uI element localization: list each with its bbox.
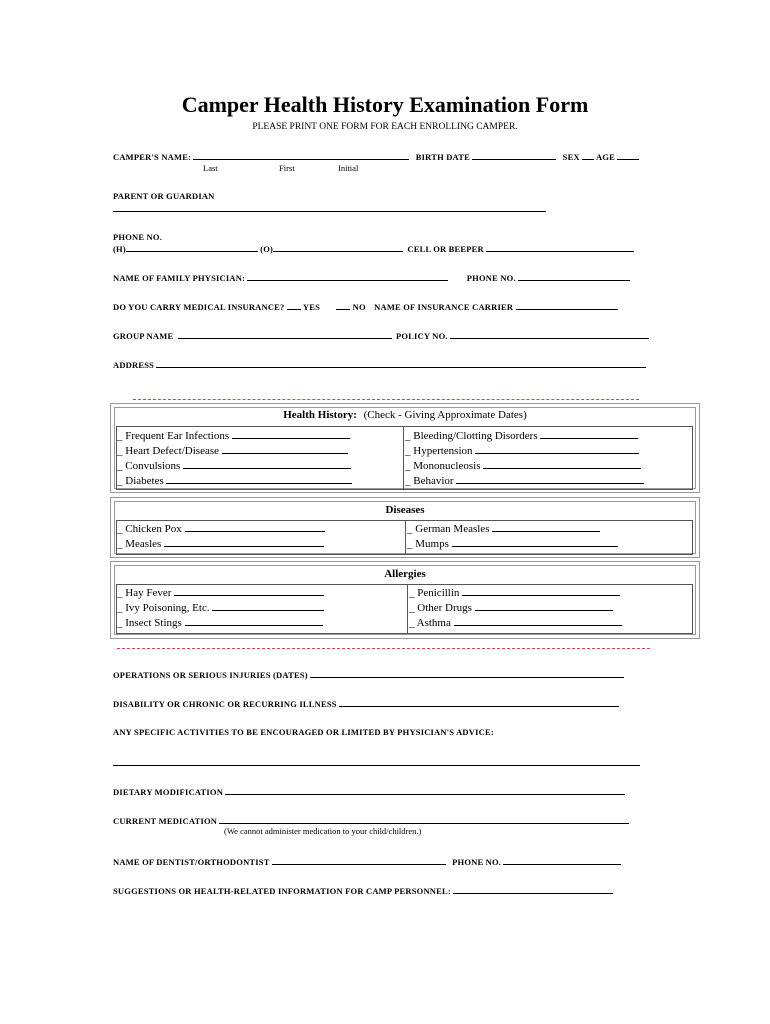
group-policy-row <box>113 330 649 341</box>
sex-label: SEX <box>562 152 580 162</box>
health-history-note: (Check - Giving Approximate Dates) <box>363 409 527 421</box>
birth-date-label: BIRTH DATE <box>415 152 470 162</box>
dietary-field[interactable] <box>225 786 625 795</box>
operations-label: OPERATIONS OR SERIOUS INJURIES (DATES) <box>113 670 308 680</box>
cell-beeper-label: CELL OR BEEPER <box>407 244 484 254</box>
operations-field[interactable] <box>310 669 624 678</box>
allergy-item-penicillin[interactable]: _ Penicillin <box>409 586 620 599</box>
campers-name-row <box>113 151 639 162</box>
phone-office-field[interactable] <box>273 243 403 252</box>
name-first-caption: First <box>279 163 295 173</box>
top-divider <box>133 399 639 400</box>
physician-phone-field[interactable] <box>518 272 630 281</box>
physician-phone-label: PHONE NO. <box>466 273 516 283</box>
disease-item-chicken-pox[interactable]: _ Chicken Pox <box>117 522 325 535</box>
hh-item-bleeding[interactable]: _ Bleeding/Clotting Disorders <box>405 429 638 442</box>
disability-field[interactable] <box>339 698 619 707</box>
insurance-question: DO YOU CARRY MEDICAL INSURANCE? <box>113 302 285 312</box>
health-history-section <box>110 403 700 493</box>
activities-field[interactable] <box>113 765 640 766</box>
disease-item-german-measles[interactable]: _ German Measles <box>407 522 600 535</box>
insurance-yes-field[interactable] <box>287 301 301 310</box>
insurance-row <box>113 301 618 312</box>
bottom-divider <box>117 648 650 649</box>
health-history-title: Health History: <box>283 409 357 421</box>
age-label: AGE <box>595 152 616 162</box>
hh-item-convulsions[interactable]: _ Convulsions <box>117 459 351 472</box>
allergy-item-insect[interactable]: _ Insect Stings <box>117 616 323 629</box>
form-title: Camper Health History Examination Form <box>181 92 589 117</box>
diseases-title: Diseases <box>385 504 425 516</box>
group-name-field[interactable] <box>178 330 392 339</box>
medication-row <box>113 815 629 826</box>
hh-item-diabetes[interactable]: _ Diabetes <box>117 474 352 487</box>
dentist-label: NAME OF DENTIST/ORTHODONTIST <box>113 857 270 867</box>
physician-row <box>113 272 630 283</box>
parent-guardian-field[interactable] <box>113 211 546 212</box>
phone-label: PHONE NO. <box>113 232 163 242</box>
disability-row <box>113 698 619 709</box>
parent-guardian-label: PARENT OR GUARDIAN <box>113 191 215 201</box>
disease-item-measles[interactable]: _ Measles <box>117 537 324 550</box>
allergy-item-hay-fever[interactable]: _ Hay Fever <box>117 586 324 599</box>
cell-beeper-field[interactable] <box>486 243 634 252</box>
hh-item-heart[interactable]: _ Heart Defect/Disease <box>117 444 348 457</box>
medication-note: (We cannot administer medication to your child/children.) <box>224 826 422 836</box>
suggestions-label: SUGGESTIONS OR HEALTH-RELATED INFORMATION FOR CAMP PERSONNEL: <box>113 886 451 896</box>
campers-name-field[interactable] <box>193 151 409 160</box>
phone-home-label: (H) <box>113 244 126 254</box>
dentist-row <box>113 856 621 867</box>
hh-item-hypertension[interactable]: _ Hypertension <box>405 444 639 457</box>
insurance-no-label: NO <box>352 302 366 312</box>
physician-label: NAME OF FAMILY PHYSICIAN: <box>113 273 246 283</box>
name-initial-caption: Initial <box>338 163 359 173</box>
insurance-yes-label: YES <box>302 302 320 312</box>
health-history-heading <box>111 409 699 421</box>
diseases-section <box>110 497 700 558</box>
age-field[interactable] <box>617 151 639 160</box>
dentist-phone-field[interactable] <box>503 856 621 865</box>
dentist-phone-label: PHONE NO. <box>452 857 502 867</box>
address-label: ADDRESS <box>113 360 155 370</box>
policy-no-field[interactable] <box>450 330 649 339</box>
physician-field[interactable] <box>247 272 448 281</box>
hh-item-behavior[interactable]: _ Behavior <box>405 474 644 487</box>
address-row <box>113 359 646 370</box>
insurance-carrier-label: NAME OF INSURANCE CARRIER <box>374 302 514 312</box>
allergy-item-asthma[interactable]: _ Asthma <box>409 616 622 629</box>
sex-field[interactable] <box>582 151 594 160</box>
insurance-carrier-field[interactable] <box>516 301 618 310</box>
phone-office-label: (O) <box>260 244 274 254</box>
medication-field[interactable] <box>219 815 629 824</box>
allergy-item-ivy[interactable]: _ Ivy Poisoning, Etc. <box>117 601 324 614</box>
name-last-caption: Last <box>203 163 218 173</box>
allergy-item-other-drugs[interactable]: _ Other Drugs <box>409 601 613 614</box>
insurance-no-field[interactable] <box>336 301 350 310</box>
form-subtitle: PLEASE PRINT ONE FORM FOR EACH ENROLLING CAMPER. <box>252 122 518 132</box>
allergies-section <box>110 561 700 639</box>
medication-label: CURRENT MEDICATION <box>113 816 218 826</box>
activities-label: ANY SPECIFIC ACTIVITIES TO BE ENCOURAGED OR LIMITED BY PHYSICIAN'S ADVICE: <box>113 727 494 737</box>
hh-item-ear-infections[interactable]: _ Frequent Ear Infections <box>117 429 350 442</box>
phone-row <box>113 243 634 254</box>
group-name-label: GROUP NAME <box>113 331 174 341</box>
dietary-label: DIETARY MODIFICATION <box>113 787 224 797</box>
campers-name-label: CAMPER'S NAME: <box>113 152 192 162</box>
policy-no-label: POLICY NO. <box>395 331 448 341</box>
allergies-title: Allergies <box>384 568 426 580</box>
operations-row <box>113 669 624 680</box>
suggestions-row <box>113 885 613 896</box>
birth-date-field[interactable] <box>472 151 556 160</box>
suggestions-field[interactable] <box>453 885 613 894</box>
address-field[interactable] <box>156 359 646 368</box>
dietary-row <box>113 786 625 797</box>
dentist-field[interactable] <box>272 856 446 865</box>
phone-home-field[interactable] <box>126 243 258 252</box>
disability-label: DISABILITY OR CHRONIC OR RECURRING ILLNESS <box>113 699 337 709</box>
disease-item-mumps[interactable]: _ Mumps <box>407 537 618 550</box>
hh-item-mononucleosis[interactable]: _ Mononucleosis <box>405 459 641 472</box>
